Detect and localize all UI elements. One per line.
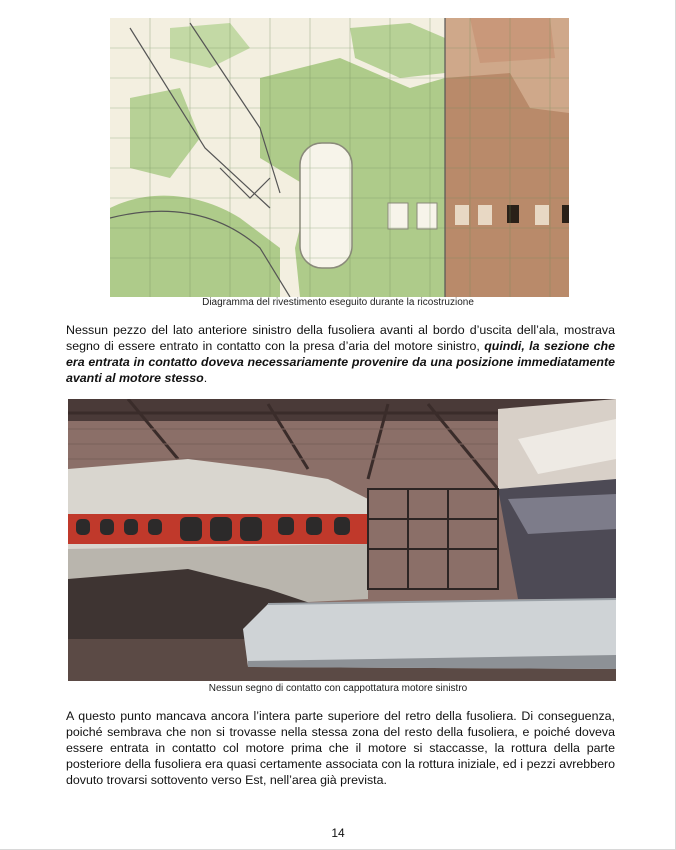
page-number: 14 (331, 826, 345, 840)
paragraph-1-end: . (203, 371, 208, 385)
paragraph-2: A questo punto mancava ancora l’intera parte superiore del retro della fusoliera. Di conseguenza, poiché sembrava che non si trovasse nella stessa zona del resto della fusoliera, e poiché doveva essere entrata in contatto col motore prima che il motore si staccasse, la rottura della parte posteriore della fusoliera era quasi certamente associata con la rottura iniziale, ed i pezzi avrebbero dovuto trovarsi sottovento verso Est, nell’area già prevista. (66, 709, 615, 787)
hangar-wreckage-photo (68, 399, 616, 681)
paragraph-1-text: Nessun pezzo del lato anteriore sinistro della fusoliera avanti al bordo d’uscita dell’ala, mostrava segno di essere entrato in contatto con la presa d’aria del motore sinistro, (66, 323, 615, 353)
reconstruction-diagram-image (110, 18, 569, 297)
figure-caption-2: Nessun segno di contatto con cappottatura motore sinistro (208, 683, 468, 694)
paragraph-1-emphasis: quindi, la sezione che era entrata in contatto doveva necessariamente provenire da una posizione immediatamente avanti al motore stesso (66, 339, 615, 385)
paragraph-1 (66, 322, 615, 386)
figure-caption-1: Diagramma del rivestimento eseguito durante la ricostruzione (202, 297, 474, 308)
